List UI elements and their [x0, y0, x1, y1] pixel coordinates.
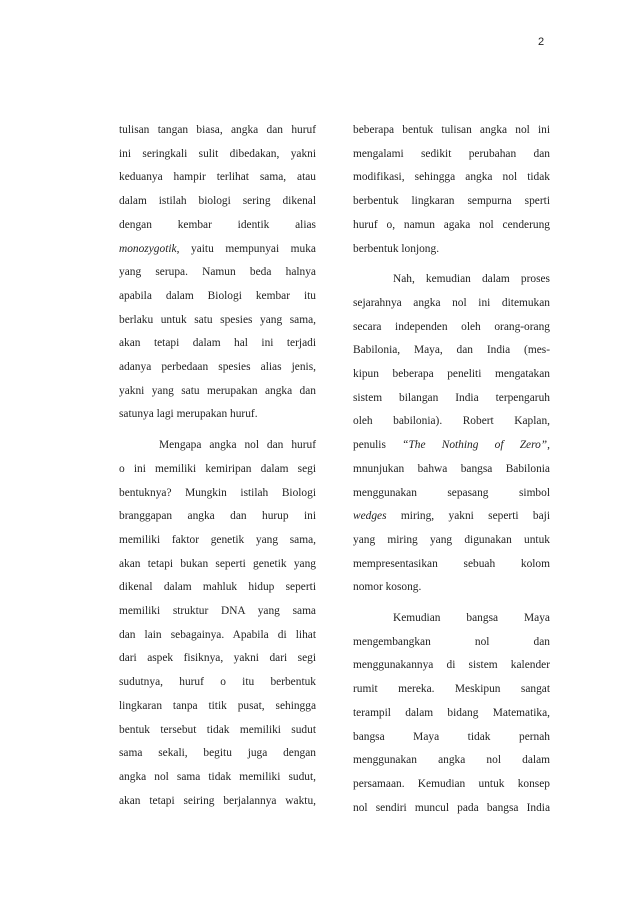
text-line: secara independen oleh orang-orang [353, 320, 550, 333]
right-paragraph-3 [353, 607, 550, 820]
text-line: Mengapa angka nol dan huruf [159, 439, 316, 452]
text-line: yakni yang satu merupakan angka dan [119, 384, 316, 397]
text-line: oleh babilonia). Robert Kaplan, [353, 415, 550, 428]
text-line: sistem bilangan India terpengaruh [353, 391, 550, 404]
right-paragraph-2 [353, 268, 550, 600]
text-line [353, 505, 550, 529]
text-line: sejarahnya angka nol ini ditemukan [353, 296, 550, 309]
text-line: Babilonia, Maya, dan India (mes- [353, 344, 550, 357]
text-line: berbentuk lonjong. [353, 242, 440, 255]
text-line [353, 434, 550, 458]
text-line: dalam istilah biologi sering dikenal [119, 195, 316, 208]
text-line: angka nol sama tidak memiliki sudut, [119, 770, 316, 783]
text-line: dan lain sebagainya. Apabila di lihat [119, 628, 316, 641]
text-line: huruf o, namun agaka nol cenderung [353, 218, 550, 231]
text-line: sudutnya, huruf o itu berbentuk [119, 676, 316, 689]
text-line: Nah, kemudian dalam proses [393, 273, 550, 286]
text-line: modifikasi, sehingga angka nol tidak [353, 171, 550, 184]
text-line: akan tetapi dalam hal ini terjadi [119, 337, 316, 350]
text-line: persamaan. Kemudian untuk konsep [353, 777, 550, 790]
text-line: dengan kembar identik alias [119, 218, 316, 231]
left-column [119, 119, 316, 813]
text-line [119, 238, 316, 262]
italic-term: monozygotik [119, 242, 177, 255]
text-line: sama sekali, begitu juga dengan [119, 747, 316, 760]
italic-title: “The Nothing of Zero” [402, 439, 548, 452]
text-line: nol sendiri muncul pada bangsa India [353, 801, 550, 814]
right-paragraph-1 [353, 119, 550, 261]
text-line: mnunjukan bahwa bangsa Babilonia [353, 462, 550, 475]
text-line: apabila dalam Biologi kembar itu [119, 289, 316, 302]
text-line: bangsa Maya tidak pernah [353, 730, 550, 743]
text-fragment: miring, yakni seperti baji [386, 510, 550, 523]
text-fragment: , yaitu mempunyai muka [176, 242, 316, 255]
right-column [353, 119, 550, 820]
text-line: kipun beberapa peneliti mengatakan [353, 368, 550, 381]
text-line: dari aspek fisiknya, yakni dari segi [119, 652, 316, 665]
text-line: beberapa bentuk tulisan angka nol ini [353, 124, 550, 136]
text-line: mengalami sedikit perubahan dan [353, 147, 550, 160]
left-paragraph-1 [119, 119, 316, 427]
text-line: rumit mereka. Meskipun sangat [353, 683, 550, 696]
text-line: tulisan tangan biasa, angka dan huruf [119, 124, 316, 136]
text-line: Kemudian bangsa Maya [393, 612, 550, 625]
text-line: o ini memiliki kemiripan dalam segi [119, 462, 316, 475]
text-line: terampil dalam bidang Matematika, [353, 706, 550, 719]
text-line: mempresentasikan sebuah kolom [353, 557, 550, 570]
left-paragraph-2 [119, 434, 316, 813]
text-line: yang serupa. Namun beda halnya [119, 266, 316, 279]
text-line: menggunakannya di sistem kalender [353, 659, 550, 672]
text-line: berlaku untuk satu spesies yang sama, [119, 313, 316, 326]
text-line: satunya lagi merupakan huruf. [119, 408, 258, 421]
text-line: keduanya hampir terlihat sama, atau [119, 171, 316, 184]
text-line: dikenal dalam mahluk hidup seperti [119, 581, 316, 594]
text-line: menggunakan angka nol dalam [353, 754, 550, 767]
text-line: memiliki struktur DNA yang sama [119, 605, 316, 618]
italic-term: wedges [353, 510, 387, 523]
text-line: menggunakan sepasang simbol [353, 486, 550, 499]
text-line: bentuk tersebut tidak memiliki sudut [119, 723, 316, 736]
text-line: berbentuk lingkaran sempurna sperti [353, 195, 550, 208]
text-line: mengembangkan nol dan [353, 635, 550, 648]
text-line: memiliki faktor genetik yang sama, [119, 533, 316, 546]
text-line: akan tetapi bukan seperti genetik yang [119, 557, 316, 570]
text-line: akan tetapi seiring berjalannya waktu, [119, 794, 316, 807]
text-line: lingkaran tanpa titik pusat, sehingga [119, 699, 316, 712]
text-fragment: penulis [353, 439, 386, 452]
page-number: 2 [538, 36, 545, 48]
text-fragment: , [547, 439, 550, 452]
text-line: yang miring yang digunakan untuk [353, 533, 550, 546]
text-line: adanya perbedaan spesies alias jenis, [119, 361, 316, 374]
text-line: branggapan angka dan hurup ini [119, 510, 316, 523]
text-line: nomor kosong. [353, 581, 422, 594]
text-line: ini seringkali sulit dibedakan, yakni [119, 147, 316, 160]
text-line: bentuknya? Mungkin istilah Biologi [119, 486, 316, 499]
